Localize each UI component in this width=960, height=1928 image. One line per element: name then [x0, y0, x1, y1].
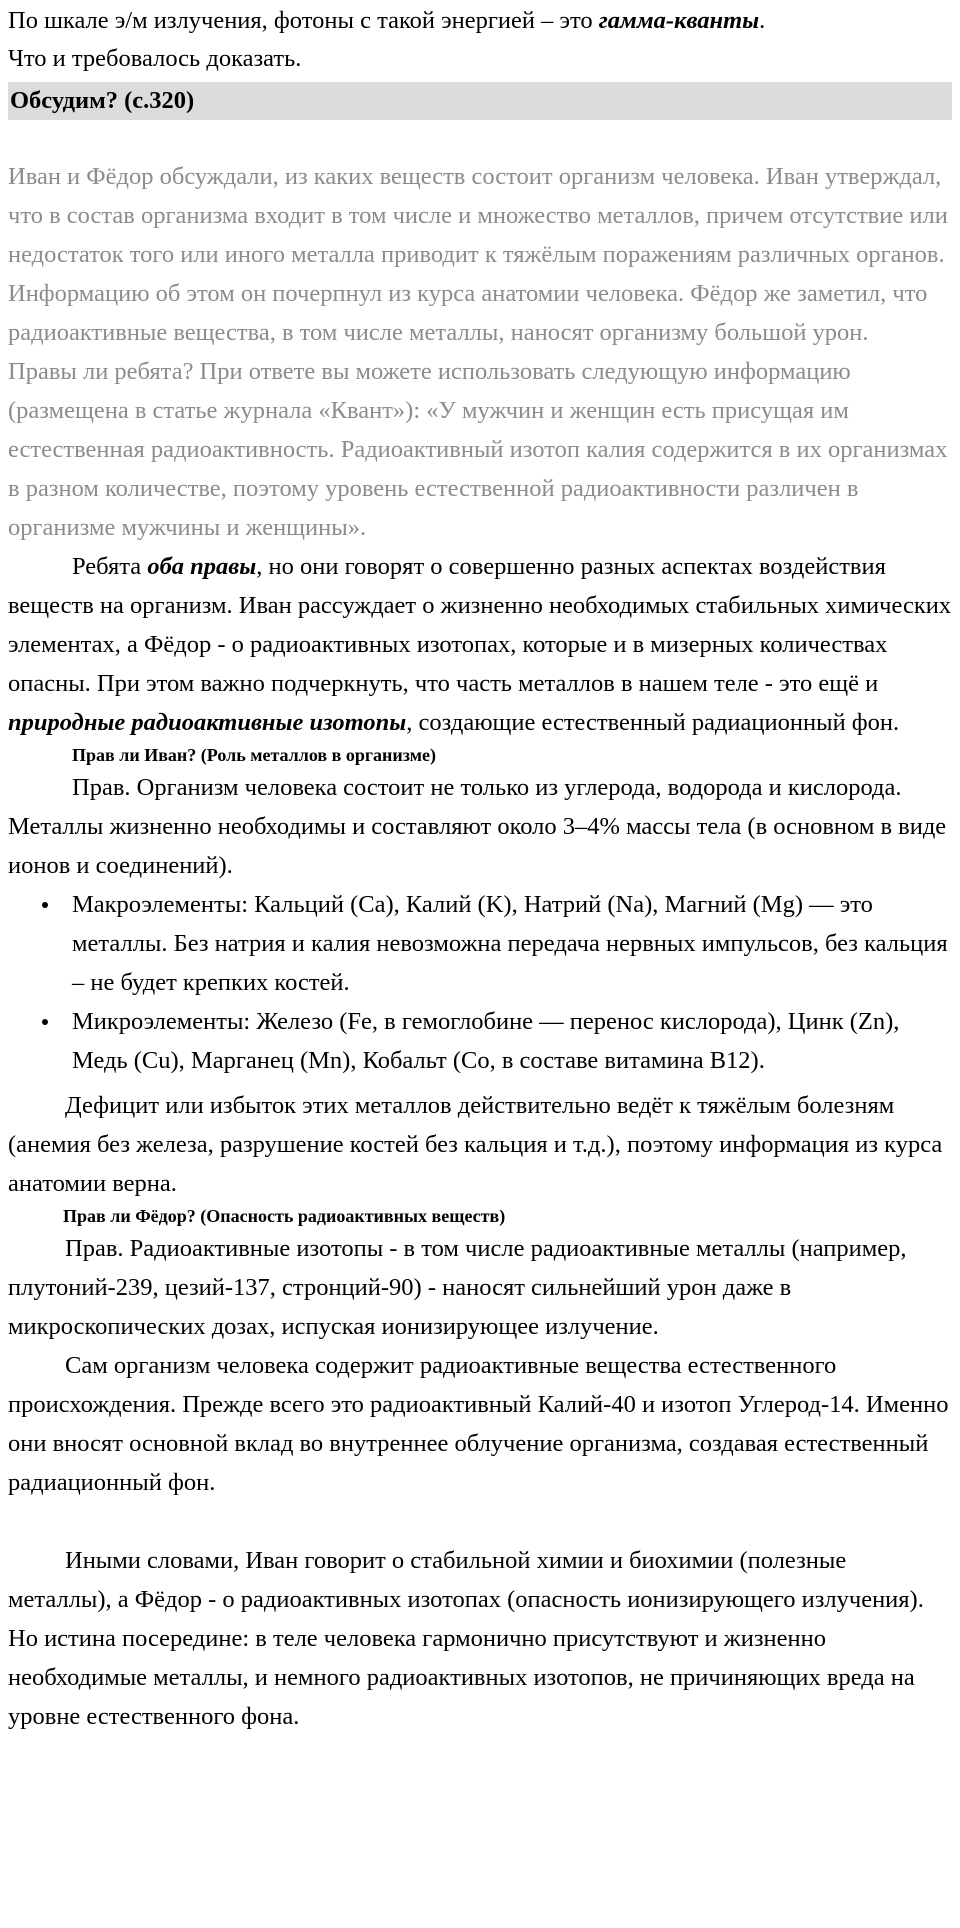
answer-block [8, 547, 952, 1736]
answer-paragraph-intro: Ребята оба правы, но они говорят о совершенно разных аспектах воздействия веществ на организм. Иван рассуждает о жизненно необходимых стабильных химических элементах, а Фёдор - о радиоактивных изотопах, которые и в мизерных количествах опасны. При этом важно подчеркнуть, что часть металлов в нашем теле - это ещё и природные радиоактивные изотопы, создающие естественный радиационный фон. [8, 553, 952, 736]
intro-block [8, 0, 952, 78]
emphasis-both-right: оба правы [147, 553, 257, 580]
spacer [8, 1502, 952, 1541]
question-block [8, 157, 952, 547]
fedor-paragraph-1: Прав. Радиоактивные изотопы - в том числе радиоактивные металлы (например, плутоний-239, цезий-137, стронций-90) - наносят сильнейший урон даже в микроскопических дозах, испуская ионизирующее излучение. [8, 1235, 907, 1340]
deficit-paragraph: Дефицит или избыток этих металлов действительно ведёт к тяжёлым болезням (анемия без железа, разрушение костей без кальция и т.д.), поэтому информация из курса анатомии верна. [8, 1092, 943, 1197]
subheading-fedor: Прав ли Фёдор? (Опасность радиоактивных веществ) [63, 1206, 506, 1226]
list-item-macro: Макроэлементы: Кальций (Ca), Калий (K), Натрий (Na), Магний (Mg) — это металлы. Без натрия и калия невозможна передача нервных импульсов, без кальция – не будет крепких костей. [72, 885, 952, 1002]
conclusion-paragraph: Иными словами, Иван говорит о стабильной химии и биохимии (полезные металлы), а Фёдор - о радиоактивных изотопах (опасность ионизирующего излучения). Но истина посередине: в теле человека гармонично присутствуют и жизненно необходимые металлы, и немного радиоактивных изотопов, не причиняющих вреда на уровне естественного фона. [8, 1547, 924, 1730]
subheading-ivan: Прав ли Иван? (Роль металлов в организме) [72, 745, 437, 765]
list-item-micro: Микроэлементы: Железо (Fe, в гемоглобине — перенос кислорода), Цинк (Zn), Медь (Cu), Марганец (Mn), Кобальт (Co, в составе витамина B12). [72, 1002, 952, 1080]
section-heading: Обсудим? (с.320) [8, 82, 952, 120]
elements-list [8, 885, 952, 1080]
ivan-paragraph: Прав. Организм человека состоит не только из углерода, водорода и кислорода. Металлы жизненно необходимы и составляют около 3–4% массы тела (в основном в виде ионов и соединений). [8, 774, 947, 879]
question-paragraph-2: Правы ли ребята? При ответе вы можете использовать следующую информацию (размещена в статье журнала «Квант»): «У мужчин и женщин есть присущая им естественная радиоактивность. Радиоактивный изотоп калия содержится в их организмах в разном количестве, поэтому уровень естественной радиоактивности различен в организме мужчины и женщины». [8, 358, 948, 541]
bullet-dot-icon [42, 902, 48, 908]
emphasis-gamma-quanta: гамма-кванты [598, 7, 760, 34]
bullet-dot-icon [42, 1019, 48, 1025]
intro-line-1: По шкале э/м излучения, фотоны с такой энергией – это гамма-кванты. [8, 7, 766, 34]
intro-line-2: Что и требовалось доказать. [8, 45, 302, 72]
emphasis-natural-isotopes: природные радиоактивные изотопы [8, 709, 407, 736]
question-paragraph-1: Иван и Фёдор обсуждали, из каких веществ состоит организм человека. Иван утверждал, что в состав организма входит в том числе и множество металлов, причем отсутствие или недостаток того или иного металла приводит к тяжёлым поражениям различных органов. Информацию об этом он почерпнул из курса анатомии человека. Фёдор же заметил, что радиоактивные вещества, в том числе металлы, наносят организму большой урон. [8, 163, 948, 346]
fedor-paragraph-2: Сам организм человека содержит радиоактивные вещества естественного происхождения. Прежде всего это радиоактивный Калий-40 и изотоп Углерод-14. Именно они вносят основной вклад во внутреннее облучение организма, создавая естественный радиационный фон. [8, 1352, 949, 1496]
